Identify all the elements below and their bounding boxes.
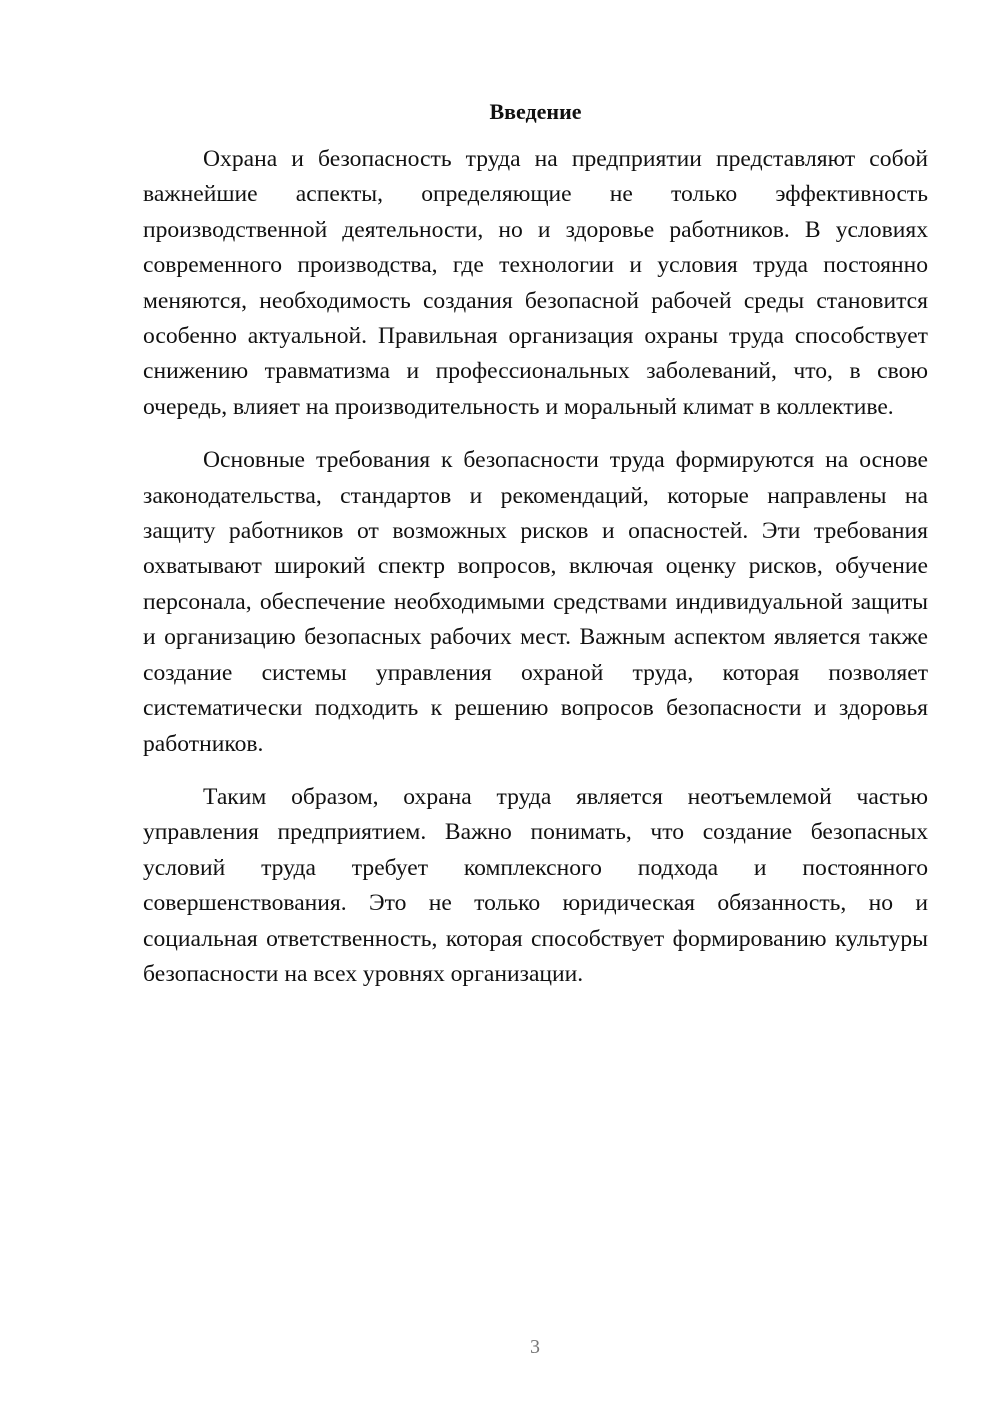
- body-text: [143, 142, 928, 1010]
- page-number: 3: [530, 1336, 540, 1358]
- paragraph-3: Таким образом, охрана труда является неотъемлемой частью управления предприятием. Важно понимать, что создание безопасных условий труда требует комплексного подхода и постоянного совершенствования. Это не только юридическая обязанность, но и социальная ответственность, которая способствует формированию культуры безопасности на всех уровнях организации.: [143, 783, 928, 987]
- paragraph-1: Охрана и безопасность труда на предприятии представляют собой важнейшие аспекты, определяющие не только эффективность производственной деятельности, но и здоровье работников. В условиях современного производства, где технологии и условия труда постоянно меняются, необходимость создания безопасной рабочей среды становится особенно актуальной. Правильная организация охраны труда способствует снижению травматизма и профессиональных заболеваний, что, в свою очередь, влияет на производительность и моральный климат в коллективе.: [143, 146, 928, 420]
- paragraph-2: Основные требования к безопасности труда формируются на основе законодательства, стандартов и рекомендаций, которые направлены на защиту работников от возможных рисков и опасностей. Эти требования охватывают широкий спектр вопросов, включая оценку рисков, обучение персонала, обеспечение необходимыми средствами индивидуальной защиты и организацию безопасных рабочих мест. Важным аспектом является также создание системы управления охраной труда, которая позволяет систематически подходить к решению вопросов безопасности и здоровья работников.: [143, 447, 928, 757]
- page-title: Введение: [489, 99, 582, 124]
